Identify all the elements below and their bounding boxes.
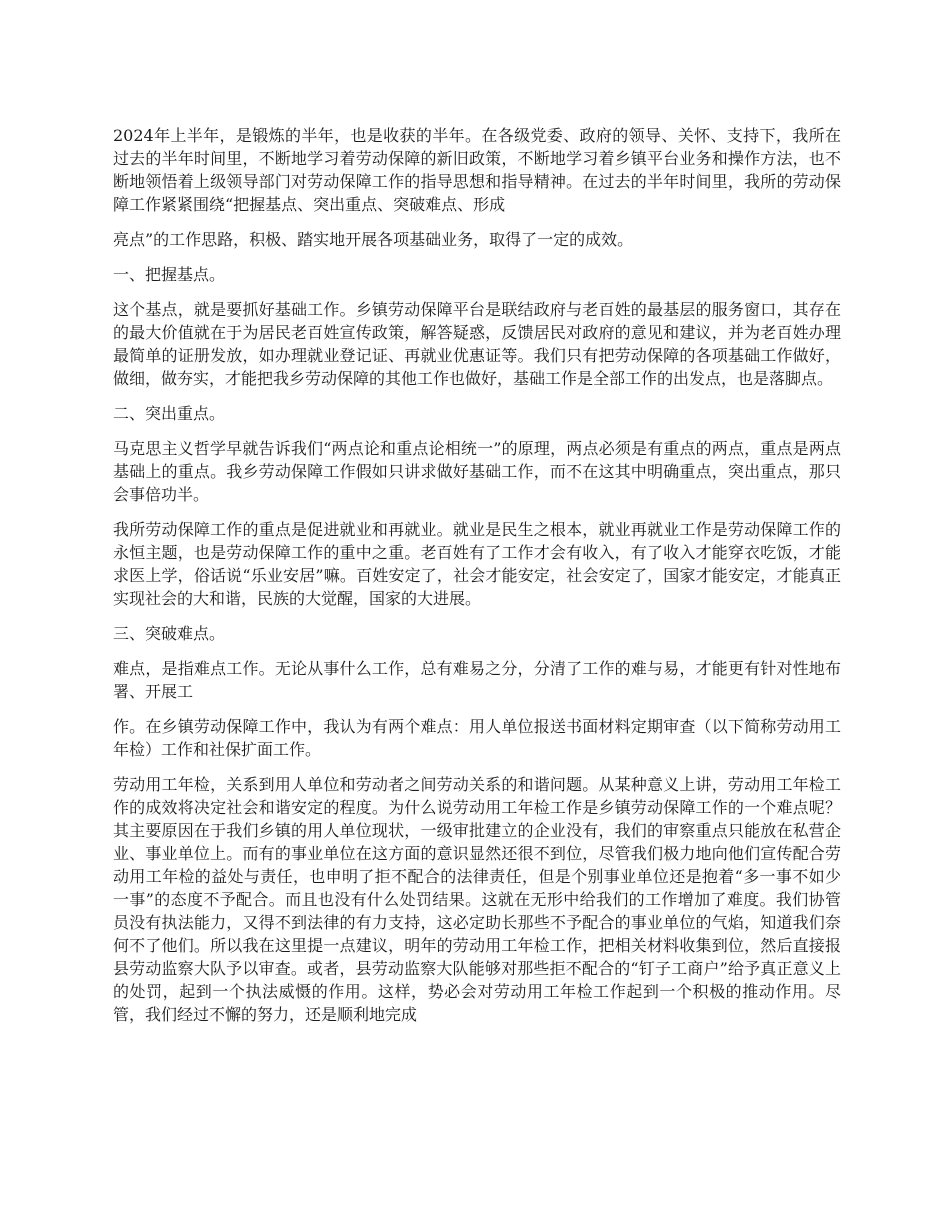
intro-paragraph: 2024年上半年，是锻炼的半年，也是收获的半年。在各级党委、政府的领导、关怀、支持下，我所在过去的半年时间里，不断地学习着劳动保障的新旧政策，不断地学习着乡镇平台业务和操作方法，也不断地领悟着上级领导部门对劳动保障工作的指导思想和指导精神。在过去的半年时间里，我所的劳动保障工作紧紧围绕“把握基点、突出重点、突破难点、形成 bbox=[113, 126, 841, 214]
section-3-paragraph-1: 难点，是指难点工作。无论从事什么工作，总有难易之分，分清了工作的难与易，才能更有针对性地布署、开展工 bbox=[113, 659, 841, 701]
section-3-paragraph-3: 劳动用工年检，关系到用人单位和劳动者之间劳动关系的和谐问题。从某种意义上讲，劳动用工年检工作的成效将决定社会和谐安定的程度。为什么说劳动用工年检工作是乡镇劳动保障工作的一个难点呢？其主要原因在于我们乡镇的用人单位现状，一级审批建立的企业没有，我们的审察重点只能放在私营企业、事业单位上。而有的事业单位在这方面的意识显然还很不到位，尽管我们极力地向他们宣传配合劳动用工年检的益处与责任，也申明了拒不配合的法律责任，但是个别事业单位还是抱着“多一事不如少一事”的态度不予配合。而且也没有什么处罚结果。这就在无形中给我们的工作增加了难度。我们协管员没有执法能力，又得不到法律的有力支持，这必定助长那些不予配合的事业单位的气焰，知道我们奈何不了他们。所以我在这里提一点建议，明年的劳动用工年检工作，把相关材料收集到位，然后直接报县劳动监察大队予以审查。或者，县劳动监察大队能够对那些拒不配合的“钉子工商户”给予真正意义上的处罚，起到一个执法威慑的作用。这样，势必会对劳动用工年检工作起到一个积极的推动作用。尽管，我们经过不懈的努力，还是顺利地完成 bbox=[113, 775, 841, 1024]
section-heading-1: 一、把握基点。 bbox=[113, 265, 226, 284]
section-2-paragraph-1: 马克思主义哲学早就告诉我们“两点论和重点论相统一”的原理，两点必须是有重点的两点，重点是两点基础上的重点。我乡劳动保障工作假如只讲求做好基础工作，而不在这其中明确重点，突出重点，那只会事倍功半。 bbox=[113, 439, 841, 504]
intro-continuation-paragraph: 亮点”的工作思路，积极、踏实地开展各项基础业务，取得了一定的成效。 bbox=[113, 230, 634, 249]
section-heading-2: 二、突出重点。 bbox=[113, 404, 226, 423]
section-2-paragraph-2: 我所劳动保障工作的重点是促进就业和再就业。就业是民生之根本，就业再就业工作是劳动保障工作的永恒主题，也是劳动保障工作的重中之重。老百姓有了工作才会有收入，有了收入才能穿衣吃饭，才能求医上学，俗话说“乐业安居”嘛。百姓安定了，社会才能安定，社会安定了，国家才能安定，才能真正实现社会的大和谐，民族的大觉醒，国家的大进展。 bbox=[113, 520, 841, 608]
section-heading-3: 三、突破难点。 bbox=[113, 624, 226, 643]
section-1-paragraph: 这个基点，就是要抓好基础工作。乡镇劳动保障平台是联结政府与老百姓的最基层的服务窗口，其存在的最大价值就在于为居民老百姓宣传政策，解答疑惑，反馈居民对政府的意见和建议，并为老百姓办理最简单的证册发放，如办理就业登记证、再就业优惠证等。我们只有把劳动保障的各项基础工作做好，做细，做夯实，才能把我乡劳动保障的其他工作也做好，基础工作是全部工作的出发点，也是落脚点。 bbox=[113, 300, 841, 388]
section-3-paragraph-2: 作。在乡镇劳动保障工作中，我认为有两个难点：用人单位报送书面材料定期审查（以下简称劳动用工年检）工作和社保扩面工作。 bbox=[113, 717, 841, 759]
document-body bbox=[113, 124, 841, 1038]
